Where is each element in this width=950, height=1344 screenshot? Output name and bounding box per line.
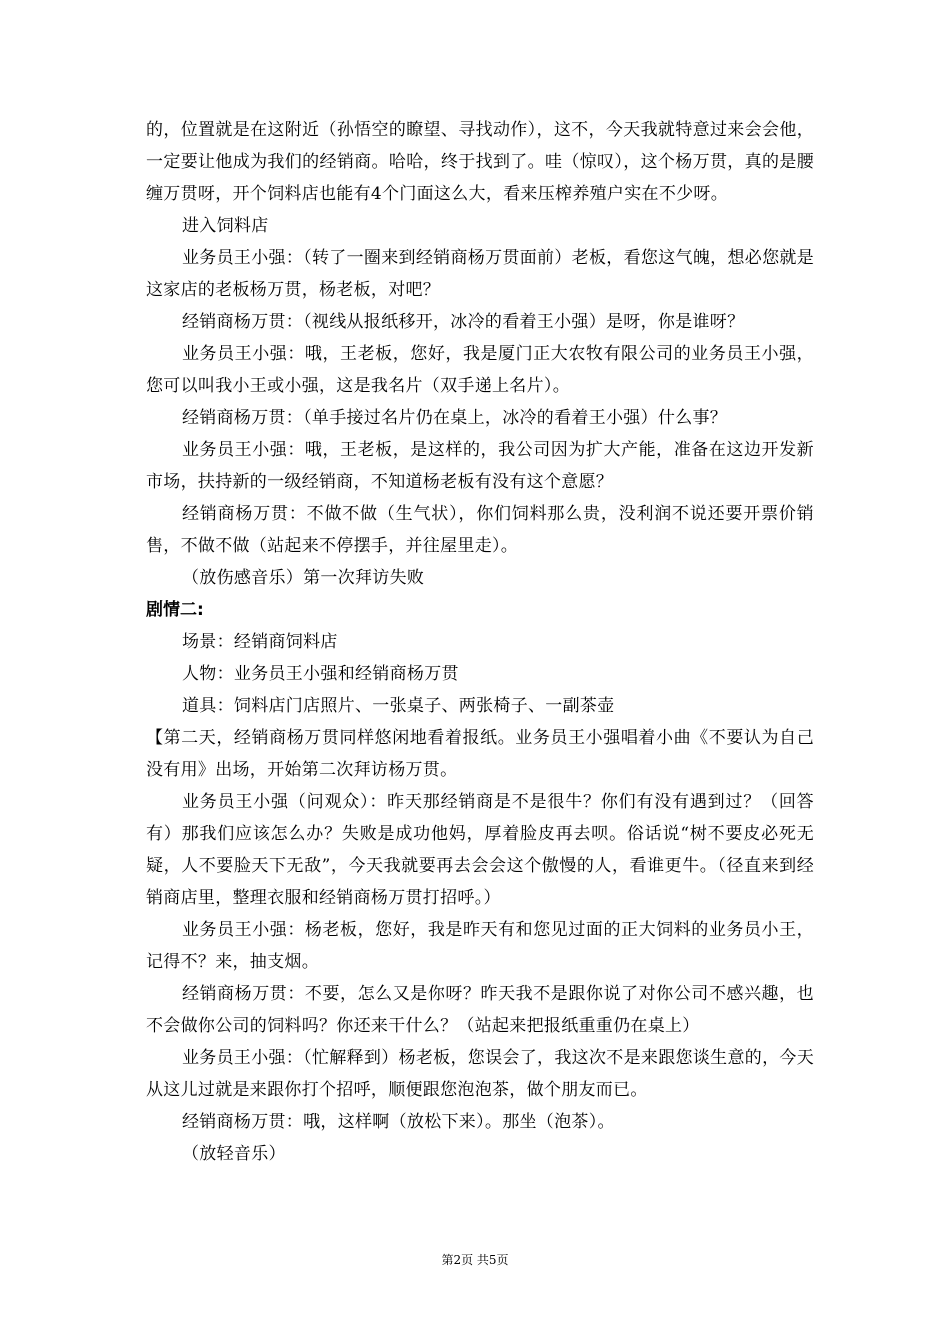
- scene-description: 【第二天，经销商杨万贯同样悠闲地看着报纸。业务员王小强唱着小曲《不要认为自己没有用》出场，开始第二次拜访杨万贯。: [146, 728, 814, 780]
- props-line: 道具：饲料店门店照片、一张桌子、两张椅子、一副茶壶: [182, 696, 615, 716]
- dialogue-line: 经销商杨万贯：不要，怎么又是你呀？昨天我不是跟你说了对你公司不感兴趣，也不会做你公司的饲料吗？你还来干什么？（站起来把报纸重重仍在桌上）: [146, 984, 814, 1036]
- dialogue-line: 经销商杨万贯：（单手接过名片仍在桌上，冰冷的看着王小强）什么事？: [182, 408, 728, 428]
- document-body: [146, 114, 814, 1170]
- dialogue-line: 业务员王小强：哦，王老板，是这样的，我公司因为扩大产能，准备在这边开发新市场，扶持新的一级经销商，不知道杨老板有没有这个意愿？: [146, 440, 814, 492]
- dialogue-line: 经销商杨万贯：哦，这样啊（放松下来）。那坐（泡茶）。: [182, 1112, 615, 1132]
- page-footer: 第2页 共5页: [441, 1253, 509, 1267]
- stage-direction-music: （放伤感音乐）第一次拜访失败: [182, 568, 425, 588]
- dialogue-line: 业务员王小强：杨老板，您好，我是昨天有和您见过面的正大饲料的业务员小王，记得不？来，抽支烟。: [146, 920, 814, 972]
- section-heading: 剧情二:: [146, 600, 204, 620]
- stage-direction-enter-shop: 进入饲料店: [182, 216, 269, 236]
- dialogue-line: 业务员王小强（问观众）：昨天那经销商是不是很牛？你们有没有遇到过？（回答有）那我们应该怎么办？失败是成功他妈，厚着脸皮再去呗。俗话说“树不要皮必死无疑，人不要脸天下无敌”，今天我就要再去会会这个傲慢的人，看谁更牛。（径直来到经销商店里，整理衣服和经销商杨万贯打招呼。）: [146, 792, 814, 908]
- dialogue-line: 业务员王小强：哦，王老板，您好，我是厦门正大农牧有限公司的业务员王小强，您可以叫我小王或小强，这是我名片（双手递上名片）。: [146, 344, 814, 396]
- scene-line: 场景：经销商饲料店: [182, 632, 338, 652]
- characters-line: 人物：业务员王小强和经销商杨万贯: [182, 664, 459, 684]
- dialogue-line: 经销商杨万贯：（视线从报纸移开，冰冷的看着王小强）是呀，你是谁呀？: [182, 312, 745, 332]
- dialogue-line: 业务员王小强：（忙解释到）杨老板，您误会了，我这次不是来跟您谈生意的，今天从这儿过就是来跟你打个招呼，顺便跟您泡泡茶，做个朋友而已。: [146, 1048, 814, 1100]
- paragraph-continuation: 的，位置就是在这附近（孙悟空的瞭望、寻找动作），这不，今天我就特意过来会会他，一定要让他成为我们的经销商。哈哈，终于找到了。哇（惊叹），这个杨万贯，真的是腰缠万贯呀，开个饲料店也能有4个门面这么大，看来压榨养殖户实在不少呀。: [146, 120, 814, 204]
- dialogue-line: 业务员王小强：（转了一圈来到经销商杨万贯面前）老板，看您这气魄，想必您就是这家店的老板杨万贯，杨老板，对吧？: [146, 248, 814, 300]
- stage-direction-music: （放轻音乐）: [182, 1144, 286, 1164]
- dialogue-line: 经销商杨万贯：不做不做（生气状），你们饲料那么贵，没利润不说还要开票价销售，不做不做（站起来不停摆手，并往屋里走）。: [146, 504, 814, 556]
